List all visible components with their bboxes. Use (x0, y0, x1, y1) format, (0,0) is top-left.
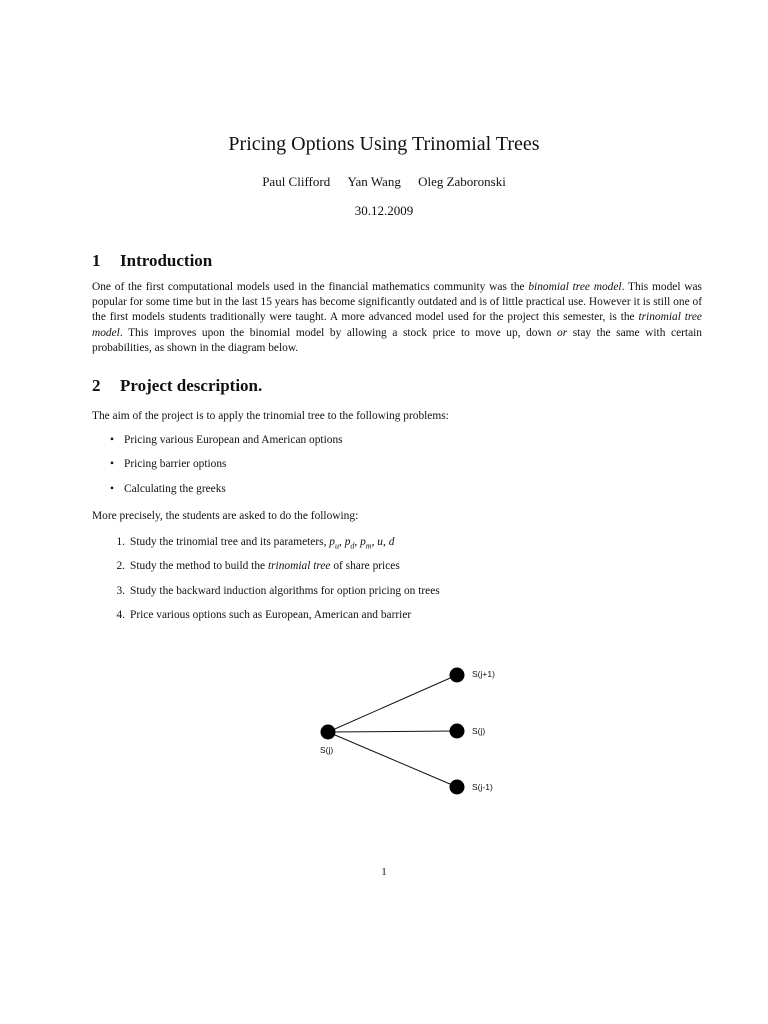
node-root (321, 725, 336, 740)
math-symbol: u (377, 536, 383, 548)
math-subscript: d (350, 541, 355, 551)
edge-middle (328, 731, 457, 732)
item-text: Study the method to build the (130, 560, 268, 572)
item-text: Study the trinomial tree and its parameters, (130, 536, 330, 548)
node-label-up: S(j+1) (472, 669, 495, 679)
paragraph-text: . This model was popular for some time but in the last 15 years has become significantly outdated and is of little practical use. However it is still one of the first models students traditionally were taught. A more advanced model used for the project this semester, is the (92, 281, 702, 324)
section-number: 2 (92, 376, 101, 395)
bullet-icon: • (110, 483, 114, 495)
math-symbol: d (388, 536, 395, 548)
emphasis-text: trinomial tree model (92, 311, 702, 339)
project-intro-paragraph: The aim of the project is to apply the trinomial tree to the following problems: (92, 410, 449, 422)
page-number: 1 (381, 866, 387, 878)
emphasis-text: binomial tree model (528, 281, 622, 293)
item-number: 1. (116, 536, 125, 548)
emphasis-text: trinomial tree (267, 560, 331, 572)
item-text: of share prices (330, 560, 400, 572)
item-number: 3. (116, 585, 125, 597)
bullet-text: Pricing various European and American options (124, 434, 343, 446)
node-label-middle: S(j) (472, 726, 486, 736)
math-symbol: p (344, 536, 351, 548)
paragraph-text: . This improves upon the binomial model by allowing a stock price to move up, down (119, 326, 558, 339)
bullet-text: Calculating the greeks (124, 483, 226, 495)
more-precisely-paragraph: More precisely, the students are asked to do the following: (92, 510, 359, 522)
math-symbol: p (360, 536, 366, 548)
emphasis-text: or (557, 326, 568, 339)
paragraph-text: stay the same with certain probabilities, as shown in the diagram below. (92, 326, 702, 354)
paper-title: Pricing Options Using Trinomial Trees (228, 133, 540, 155)
node-middle (450, 724, 465, 739)
item-text: Price various options such as European, American and barrier (130, 609, 412, 621)
math-parameters: $p_u$, $p_d$, $p_m$, u, d (329, 536, 395, 551)
section-title: Project description. (120, 376, 263, 395)
section-number: 1 (92, 251, 101, 270)
edge-down (328, 732, 457, 787)
author-name: Oleg Zaboronski (418, 174, 506, 189)
node-label-down: S(j-1) (472, 782, 493, 792)
bullet-text: Pricing barrier options (124, 458, 227, 470)
bullet-icon: • (110, 434, 114, 446)
node-label-root: S(j) (320, 745, 334, 755)
item-number: 4. (116, 609, 125, 621)
author-name: Yan Wang (347, 174, 401, 189)
author-name: Paul Clifford (262, 174, 331, 189)
math-subscript: u (334, 541, 339, 551)
paragraph-text: One of the first computational models used in the financial mathematics community was the (92, 281, 529, 293)
math-subscript: m (365, 541, 372, 551)
node-up (450, 668, 465, 683)
section-title: Introduction (120, 251, 213, 270)
bullet-icon: • (110, 458, 114, 470)
item-number: 2. (116, 560, 125, 572)
edge-up (328, 675, 457, 732)
paper-date: 30.12.2009 (354, 203, 414, 218)
item-text: Study the backward induction algorithms for option pricing on trees (130, 585, 440, 597)
math-symbol: p (329, 536, 335, 548)
node-down (450, 780, 465, 795)
